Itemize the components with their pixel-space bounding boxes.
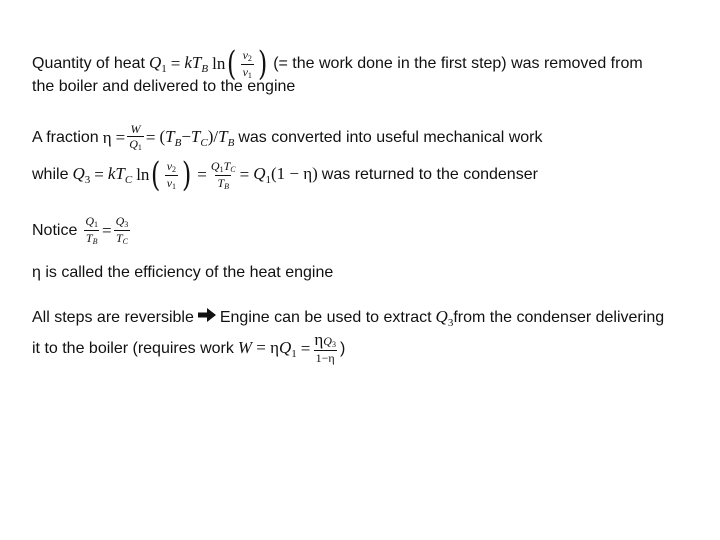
line-q3 (32, 155, 538, 195)
math-frac-v2-v1-b: $\frac{v2}{v1}$ (166, 158, 177, 191)
math-frac-v2-v1: $\frac{v2}{v1}$ (242, 47, 252, 80)
math-eta: η (102, 127, 112, 147)
math-ln: ln (212, 54, 226, 73)
math-equals: = (239, 165, 250, 184)
math-equals: = (102, 220, 112, 240)
math-ktb: $kT_B$ (184, 53, 209, 75)
line-notice (32, 214, 132, 247)
math-equals: = (145, 127, 156, 147)
math-equals: = (115, 127, 126, 147)
math-equals: = (94, 165, 104, 184)
math-right-paren: ) (182, 155, 192, 195)
math-tb-minus-tc-over-tb: $(T_B-T_C)/T_B$ (159, 126, 235, 149)
math-left-paren: ( (151, 155, 161, 195)
math-equals: = (197, 165, 207, 184)
text-a-fraction: A fraction (32, 128, 99, 146)
math-q3-b: $Q_3$ (435, 307, 454, 329)
line-requires-work (32, 330, 346, 365)
text-close-paren: ) (339, 340, 346, 357)
math-frac-q3-tc: $\frac{Q3}{TC}$ (115, 214, 129, 246)
math-frac-q1-tb: $\frac{Q1}{TB}$ (85, 214, 99, 246)
math-equals: = (170, 54, 181, 73)
line-boiler-delivered (32, 77, 295, 97)
math-frac-etaq3-one-minus-eta: $\frac{\eta Q3}{1-\eta}$ (314, 330, 336, 365)
math-q1: $Q_1$ (148, 53, 167, 75)
line-efficiency (32, 263, 333, 283)
text-from-condenser: from the condenser delivering (453, 309, 665, 326)
arrow-right-icon (198, 308, 216, 328)
text-work-done-first-step: (= the work done in the first step) was removed from (273, 55, 643, 72)
math-frac-q1tc-tb: $\frac{Q1TC}{TB}$ (210, 158, 236, 191)
text-notice: Notice (32, 221, 78, 239)
text-boiler-delivered: the boiler and delivered to the engine (32, 78, 296, 95)
line-reversible (32, 307, 664, 329)
text-requires-work: it to the boiler (requires work (32, 340, 234, 357)
math-frac-w-q1: $\frac{W}{Q1}$ (129, 122, 142, 152)
text-returned-condenser: was returned to the condenser (321, 166, 538, 183)
line-quantity-of-heat (32, 44, 643, 84)
math-q1-one-minus-eta: $Q_1(1 - \eta)$ (253, 164, 318, 186)
text-while: while (32, 166, 69, 183)
math-w-eta-q1: $W = \eta Q_1$ (237, 338, 297, 360)
math-ktc: $kT_C$ (107, 164, 133, 186)
text-converted-work: was converted into useful mechanical work (238, 128, 543, 146)
math-q3: $Q_3$ (72, 164, 91, 186)
math-right-paren: ) (257, 44, 268, 84)
text-all-steps-reversible: All steps are reversible (32, 309, 194, 326)
line-fraction (32, 122, 543, 153)
math-ln: ln (136, 165, 150, 184)
text-engine-extract: Engine can be used to extract (219, 309, 432, 326)
text-quantity-of-heat: Quantity of heat (32, 55, 145, 72)
math-left-paren: ( (227, 44, 237, 84)
text-efficiency: η is called the efficiency of the heat engine (32, 264, 334, 281)
math-equals: = (300, 339, 311, 358)
